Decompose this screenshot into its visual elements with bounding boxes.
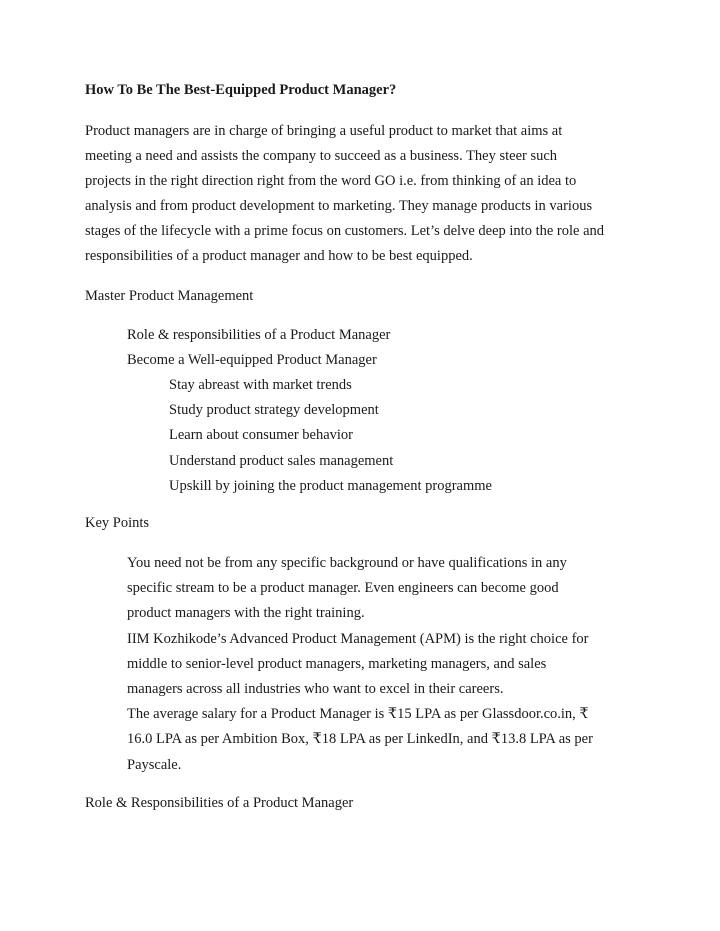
key-point-line: managers across all industries who want to excel in their careers. — [127, 681, 504, 698]
key-point-item — [127, 702, 647, 778]
toc-item-sales-management[interactable]: Understand product sales management — [169, 452, 394, 469]
toc-level1-list — [127, 323, 390, 373]
key-point-line: IIM Kozhikode’s Advanced Product Management (APM) is the right choice for — [127, 630, 589, 647]
key-points-list — [127, 551, 647, 778]
toc-item-consumer-behavior[interactable]: Learn about consumer behavior — [169, 427, 353, 444]
section-heading: Role & Responsibilities of a Product Manager — [85, 795, 354, 811]
intro-line: projects in the right direction right from the word GO i.e. from thinking of an idea to — [85, 173, 577, 189]
key-point-item — [127, 627, 647, 703]
toc-item-market-trends[interactable]: Stay abreast with market trends — [169, 377, 352, 393]
key-point-line: 16.0 LPA as per Ambition Box, ₹18 LPA as per LinkedIn, and ₹13.8 LPA as per — [127, 731, 593, 748]
toc-item-become-well-equipped[interactable]: Become a Well-equipped Product Manager — [127, 352, 377, 369]
key-point-line: Payscale. — [127, 756, 182, 773]
intro-line: analysis and from product development to marketing. They manage products in various — [85, 198, 593, 214]
intro-paragraph — [85, 119, 645, 269]
key-point-item — [127, 551, 647, 627]
toc-item-role-responsibilities[interactable]: Role & responsibilities of a Product Manager — [127, 327, 391, 343]
page-title: How To Be The Best-Equipped Product Manager? — [85, 82, 397, 98]
key-point-line: You need not be from any specific background or have qualifications in any — [127, 555, 567, 571]
intro-line: meeting a need and assists the company to succeed as a business. They steer such — [85, 148, 558, 164]
key-points-heading: Key Points — [85, 515, 150, 531]
key-point-line: middle to senior-level product managers, marketing managers, and sales — [127, 655, 547, 672]
key-point-line: specific stream to be a product manager. Even engineers can become good — [127, 580, 559, 597]
toc-item-upskill-programme[interactable]: Upskill by joining the product management programme — [169, 477, 492, 494]
intro-line: responsibilities of a product manager and how to be best equipped. — [85, 248, 473, 264]
intro-line: Product managers are in charge of bringing a useful product to market that aims at — [85, 123, 563, 139]
key-point-line: The average salary for a Product Manager is ₹15 LPA as per Glassdoor.co.in, ₹ — [127, 706, 589, 723]
toc-item-product-strategy[interactable]: Study product strategy development — [169, 402, 379, 419]
toc-level2-list — [169, 373, 492, 499]
toc-heading: Master Product Management — [85, 288, 254, 304]
intro-line: stages of the lifecycle with a prime focus on customers. Let’s delve deep into the role and — [85, 223, 605, 239]
key-point-line: product managers with the right training. — [127, 605, 365, 622]
